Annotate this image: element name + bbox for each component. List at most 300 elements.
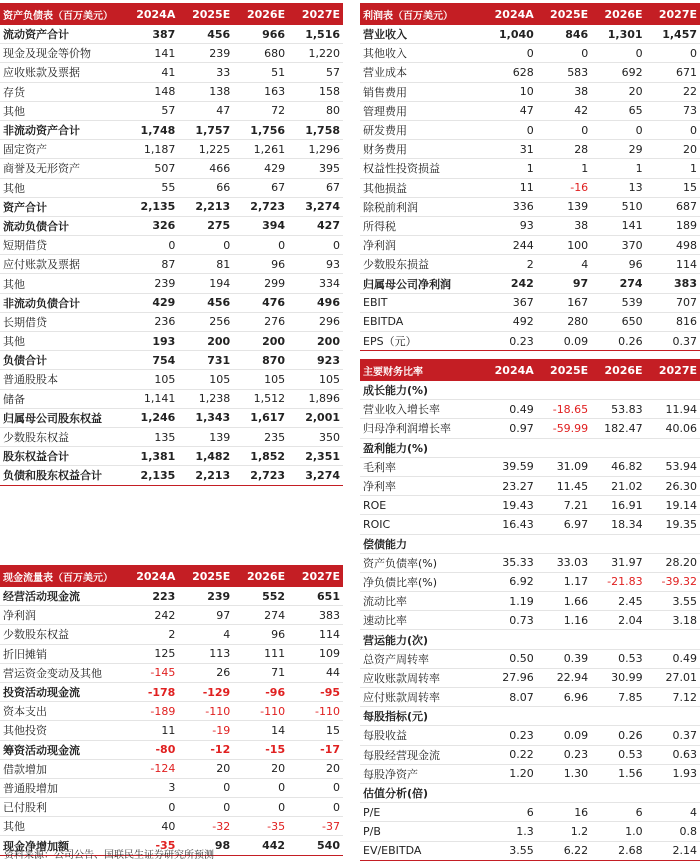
- cell-value: 2,135: [123, 466, 178, 485]
- cell-value: 105: [178, 370, 233, 389]
- cell-value: 3.55: [482, 841, 536, 860]
- cell-value: 11: [123, 721, 178, 740]
- table-row: [360, 101, 700, 120]
- cell-value: 0.23: [482, 332, 536, 351]
- header-row: [0, 3, 343, 25]
- row-label: 每股收益: [360, 726, 482, 745]
- cell-value: 31.09: [537, 457, 591, 476]
- cell-value: 3.55: [646, 592, 700, 611]
- cell-value: 540: [288, 836, 343, 855]
- table-row: [360, 216, 700, 235]
- row-label: 流动资产合计: [0, 25, 123, 44]
- cell-value: [591, 630, 645, 649]
- cell-value: 2.04: [591, 611, 645, 630]
- cell-value: 27.01: [646, 668, 700, 687]
- cell-value: 274: [233, 606, 288, 625]
- cell-value: -95: [288, 682, 343, 701]
- table-row: [360, 803, 700, 822]
- cell-value: 476: [233, 293, 288, 312]
- table-row: [360, 159, 700, 178]
- row-label: 少数股东权益: [0, 427, 123, 446]
- table-row: [360, 25, 700, 44]
- cell-value: -21.83: [591, 572, 645, 591]
- row-label: 归母净利润增长率: [360, 419, 482, 438]
- table-row: [360, 312, 700, 331]
- cell-value: [482, 783, 536, 802]
- cell-value: 0: [233, 798, 288, 817]
- row-label: 长期借贷: [0, 312, 123, 331]
- cell-value: 53.83: [591, 400, 645, 419]
- table-row: [360, 419, 700, 438]
- cell-value: 0.39: [537, 649, 591, 668]
- cell-value: 239: [123, 274, 178, 293]
- row-label: P/B: [360, 822, 482, 841]
- row-label: 营业收入增长率: [360, 400, 482, 419]
- cell-value: 167: [537, 293, 591, 312]
- table-row: [0, 740, 343, 759]
- cell-value: 0: [123, 798, 178, 817]
- column-header: 2027E: [646, 359, 700, 381]
- cell-value: 28: [537, 140, 591, 159]
- cell-value: [482, 534, 536, 553]
- cell-value: 3: [123, 778, 178, 797]
- cell-value: 141: [123, 44, 178, 63]
- table-row: [360, 293, 700, 312]
- column-header: 2025E: [178, 3, 233, 25]
- cell-value: 1,187: [123, 140, 178, 159]
- cell-value: 299: [233, 274, 288, 293]
- cell-value: 11.45: [537, 476, 591, 495]
- cell-value: 66: [178, 178, 233, 197]
- table-row: [0, 817, 343, 836]
- cell-value: 47: [482, 101, 536, 120]
- column-header: 2027E: [288, 565, 343, 587]
- cell-value: 1: [537, 159, 591, 178]
- column-header: 2026E: [233, 565, 288, 587]
- cell-value: -110: [288, 702, 343, 721]
- row-label: 其他: [0, 817, 123, 836]
- cell-value: 2: [482, 255, 536, 274]
- cell-value: 2,723: [233, 197, 288, 216]
- cell-value: 27.96: [482, 668, 536, 687]
- table-title: 主要财务比率: [360, 359, 482, 381]
- cell-value: 200: [233, 332, 288, 351]
- source-note: 资料来源：公司公告、国联民生证券研究所预测: [4, 850, 214, 861]
- cell-value: 0: [123, 236, 178, 255]
- table-row: [0, 159, 343, 178]
- cell-value: 0: [178, 798, 233, 817]
- column-header: 2024A: [123, 3, 178, 25]
- cell-value: 1.19: [482, 592, 536, 611]
- cell-value: 707: [646, 293, 700, 312]
- cell-value: 0.09: [537, 332, 591, 351]
- cell-value: 0: [646, 120, 700, 139]
- table-row: [360, 44, 700, 63]
- cell-value: 1.20: [482, 764, 536, 783]
- cell-value: 96: [591, 255, 645, 274]
- cell-value: 105: [288, 370, 343, 389]
- table-row: [0, 101, 343, 120]
- column-header: 2026E: [591, 359, 645, 381]
- table-row: [0, 778, 343, 797]
- cell-value: 650: [591, 312, 645, 331]
- cell-value: 383: [288, 606, 343, 625]
- cell-value: 651: [288, 587, 343, 606]
- cell-value: 65: [591, 101, 645, 120]
- cell-value: 98: [178, 836, 233, 855]
- cell-value: 0.49: [646, 649, 700, 668]
- cell-value: -32: [178, 817, 233, 836]
- row-label: 其他: [0, 101, 123, 120]
- cell-value: 1.0: [591, 822, 645, 841]
- cell-value: 29: [591, 140, 645, 159]
- cell-value: 138: [178, 82, 233, 101]
- cell-value: 22: [646, 82, 700, 101]
- table-row: [360, 400, 700, 419]
- header-row: [360, 3, 700, 25]
- cell-value: 242: [482, 274, 536, 293]
- cell-value: 38: [537, 82, 591, 101]
- cell-value: 680: [233, 44, 288, 63]
- row-label: 归属母公司净利润: [360, 274, 482, 293]
- cell-value: [537, 534, 591, 553]
- cell-value: 1,225: [178, 140, 233, 159]
- column-header: 2027E: [288, 3, 343, 25]
- cell-value: 194: [178, 274, 233, 293]
- cell-value: 236: [123, 312, 178, 331]
- row-label: 其他: [0, 274, 123, 293]
- cell-value: 15: [646, 178, 700, 197]
- cell-value: 1.17: [537, 572, 591, 591]
- cell-value: 0.63: [646, 745, 700, 764]
- income_statement-grid: [360, 3, 700, 351]
- cell-value: 0.26: [591, 726, 645, 745]
- row-label: 权益性投资损益: [360, 159, 482, 178]
- cell-value: -110: [233, 702, 288, 721]
- cell-value: 239: [178, 587, 233, 606]
- cell-value: 846: [537, 25, 591, 44]
- table-row: [360, 457, 700, 476]
- cell-value: 0: [537, 120, 591, 139]
- cell-value: -189: [123, 702, 178, 721]
- cell-value: [591, 381, 645, 400]
- cell-value: 628: [482, 63, 536, 82]
- row-label: 流动比率: [360, 592, 482, 611]
- cell-value: 0.73: [482, 611, 536, 630]
- row-label: 偿债能力: [360, 534, 482, 553]
- table-row: [0, 351, 343, 370]
- cell-value: -96: [233, 682, 288, 701]
- row-label: EBIT: [360, 293, 482, 312]
- row-label: 普通股增加: [0, 778, 123, 797]
- cell-value: -35: [233, 817, 288, 836]
- table-row: [360, 688, 700, 707]
- cell-value: 966: [233, 25, 288, 44]
- row-label: 资产负债率(%): [360, 553, 482, 572]
- cell-value: 35.33: [482, 553, 536, 572]
- cell-value: 387: [123, 25, 178, 44]
- table-row: [0, 332, 343, 351]
- cell-value: 0.09: [537, 726, 591, 745]
- cell-value: 7.21: [537, 496, 591, 515]
- cell-value: 0.37: [646, 332, 700, 351]
- table-row: [0, 274, 343, 293]
- table-row: [360, 178, 700, 197]
- column-header: 2024A: [123, 565, 178, 587]
- cell-value: [646, 783, 700, 802]
- cell-value: 0: [591, 44, 645, 63]
- cell-value: 1,748: [123, 120, 178, 139]
- cell-value: 114: [288, 625, 343, 644]
- row-label: 其他投资: [0, 721, 123, 740]
- cell-value: 0: [482, 120, 536, 139]
- cell-value: 97: [178, 606, 233, 625]
- cell-value: -145: [123, 663, 178, 682]
- cell-value: 395: [288, 159, 343, 178]
- cell-value: 0: [233, 236, 288, 255]
- table-row: [360, 496, 700, 515]
- cell-value: 2,723: [233, 466, 288, 485]
- table-row: [360, 63, 700, 82]
- cell-value: 1.66: [537, 592, 591, 611]
- row-label: 负债合计: [0, 351, 123, 370]
- row-label: 每股指标(元): [360, 707, 482, 726]
- cell-value: 0: [288, 798, 343, 817]
- cell-value: 0.22: [482, 745, 536, 764]
- balance-sheet-table: [0, 3, 343, 486]
- row-label: 速动比率: [360, 611, 482, 630]
- cell-value: 1,246: [123, 408, 178, 427]
- cell-value: 692: [591, 63, 645, 82]
- row-label: EPS（元）: [360, 332, 482, 351]
- cell-value: 93: [482, 216, 536, 235]
- cell-value: 0: [537, 44, 591, 63]
- row-label: 少数股东损益: [360, 255, 482, 274]
- cell-value: 394: [233, 216, 288, 235]
- cell-value: [646, 707, 700, 726]
- row-label: ROIC: [360, 515, 482, 534]
- cell-value: [646, 630, 700, 649]
- table-row: [0, 644, 343, 663]
- cell-value: 42: [537, 101, 591, 120]
- cell-value: 1.3: [482, 822, 536, 841]
- cell-value: [591, 783, 645, 802]
- cell-value: 46.82: [591, 457, 645, 476]
- table-row: [0, 236, 343, 255]
- cell-value: 1,758: [288, 120, 343, 139]
- row-label: 其他损益: [360, 178, 482, 197]
- table-title: 资产负债表（百万美元）: [0, 3, 123, 25]
- cell-value: 57: [288, 63, 343, 82]
- row-label: ROE: [360, 496, 482, 515]
- cell-value: 40.06: [646, 419, 700, 438]
- cell-value: 14: [233, 721, 288, 740]
- cell-value: 2: [123, 625, 178, 644]
- cell-value: 456: [178, 293, 233, 312]
- table-row: [360, 572, 700, 591]
- table-row: [360, 822, 700, 841]
- table-row: [0, 255, 343, 274]
- row-label: 其他: [0, 178, 123, 197]
- balance_sheet-grid: [0, 3, 343, 486]
- cell-value: 31: [482, 140, 536, 159]
- cell-value: 158: [288, 82, 343, 101]
- cell-value: 235: [233, 427, 288, 446]
- table-row: [0, 197, 343, 216]
- cell-value: 105: [123, 370, 178, 389]
- table-row: [0, 447, 343, 466]
- cell-value: 671: [646, 63, 700, 82]
- column-header: 2026E: [233, 3, 288, 25]
- cell-value: 0: [482, 44, 536, 63]
- cell-value: 16.43: [482, 515, 536, 534]
- row-label: 净利润: [360, 236, 482, 255]
- cell-value: -110: [178, 702, 233, 721]
- cell-value: 40: [123, 817, 178, 836]
- cell-value: 193: [123, 332, 178, 351]
- cell-value: 113: [178, 644, 233, 663]
- cell-value: 510: [591, 197, 645, 216]
- cash-flow-table: [0, 565, 343, 856]
- cell-value: 26: [178, 663, 233, 682]
- cell-value: 39.59: [482, 457, 536, 476]
- cell-value: 0: [233, 778, 288, 797]
- row-label: 营运资金变动及其他: [0, 663, 123, 682]
- row-label: 其他: [0, 332, 123, 351]
- cell-value: -178: [123, 682, 178, 701]
- row-label: 非流动负债合计: [0, 293, 123, 312]
- cell-value: 296: [288, 312, 343, 331]
- cell-value: 28.20: [646, 553, 700, 572]
- cell-value: 923: [288, 351, 343, 370]
- table-row: [360, 553, 700, 572]
- cell-value: 2,001: [288, 408, 343, 427]
- cell-value: 31.97: [591, 553, 645, 572]
- cell-value: 100: [537, 236, 591, 255]
- table-row: [360, 592, 700, 611]
- cell-value: 141: [591, 216, 645, 235]
- row-label: 短期借贷: [0, 236, 123, 255]
- cell-value: 13: [591, 178, 645, 197]
- cell-value: 466: [178, 159, 233, 178]
- table-row: [0, 466, 343, 485]
- cell-value: 1.56: [591, 764, 645, 783]
- cell-value: 0: [288, 236, 343, 255]
- cell-value: 870: [233, 351, 288, 370]
- row-label: 营业收入: [360, 25, 482, 44]
- cell-value: 274: [591, 274, 645, 293]
- table-row: [360, 668, 700, 687]
- row-label: 少数股东权益: [0, 625, 123, 644]
- cell-value: 0.23: [482, 726, 536, 745]
- cell-value: 20: [646, 140, 700, 159]
- cell-value: 6.97: [537, 515, 591, 534]
- cell-value: 73: [646, 101, 700, 120]
- cell-value: 200: [178, 332, 233, 351]
- cell-value: 583: [537, 63, 591, 82]
- cell-value: 7.85: [591, 688, 645, 707]
- cell-value: 429: [123, 293, 178, 312]
- cell-value: -15: [233, 740, 288, 759]
- row-label: 净利润: [0, 606, 123, 625]
- cell-value: 111: [233, 644, 288, 663]
- cell-value: 15: [288, 721, 343, 740]
- cell-value: 1,343: [178, 408, 233, 427]
- cell-value: 2.68: [591, 841, 645, 860]
- cell-value: 33: [178, 63, 233, 82]
- cell-value: 687: [646, 197, 700, 216]
- table-row: [0, 178, 343, 197]
- row-label: 毛利率: [360, 457, 482, 476]
- cell-value: 163: [233, 82, 288, 101]
- cell-value: 20: [288, 759, 343, 778]
- cell-value: 507: [123, 159, 178, 178]
- cell-value: 0.53: [591, 745, 645, 764]
- row-label: P/E: [360, 803, 482, 822]
- table-row: [0, 721, 343, 740]
- cell-value: 0.53: [591, 649, 645, 668]
- cell-value: 80: [288, 101, 343, 120]
- cell-value: [591, 438, 645, 457]
- row-label: 非流动资产合计: [0, 120, 123, 139]
- row-label: 研发费用: [360, 120, 482, 139]
- table-row: [0, 587, 343, 606]
- cell-value: 1: [591, 159, 645, 178]
- cell-value: 105: [233, 370, 288, 389]
- cell-value: 11.94: [646, 400, 700, 419]
- row-label: EV/EBITDA: [360, 841, 482, 860]
- header-row: [360, 359, 700, 381]
- cell-value: -59.99: [537, 419, 591, 438]
- cell-value: 0.23: [537, 745, 591, 764]
- cell-value: 21.02: [591, 476, 645, 495]
- cell-value: 498: [646, 236, 700, 255]
- cell-value: 2,213: [178, 466, 233, 485]
- row-label: 财务费用: [360, 140, 482, 159]
- cell-value: 350: [288, 427, 343, 446]
- cell-value: 1.2: [537, 822, 591, 841]
- table-row: [0, 606, 343, 625]
- row-label: 经营活动现金流: [0, 587, 123, 606]
- cell-value: 96: [233, 255, 288, 274]
- row-label: 其他收入: [360, 44, 482, 63]
- cell-value: 23.27: [482, 476, 536, 495]
- table-row: [360, 726, 700, 745]
- cell-value: 496: [288, 293, 343, 312]
- table-row: [0, 625, 343, 644]
- cell-value: 0: [178, 236, 233, 255]
- table-row: [0, 25, 343, 44]
- cell-value: 72: [233, 101, 288, 120]
- cell-value: 8.07: [482, 688, 536, 707]
- cell-value: 3,274: [288, 466, 343, 485]
- row-label: 投资活动现金流: [0, 682, 123, 701]
- cell-value: -35: [123, 836, 178, 855]
- table-row: [360, 381, 700, 400]
- cell-value: 239: [178, 44, 233, 63]
- table-row: [0, 427, 343, 446]
- cell-value: 20: [233, 759, 288, 778]
- cell-value: 383: [646, 274, 700, 293]
- row-label: 流动负债合计: [0, 216, 123, 235]
- cell-value: 0: [591, 120, 645, 139]
- cell-value: 33.03: [537, 553, 591, 572]
- table-row: [0, 370, 343, 389]
- row-label: 盈利能力(%): [360, 438, 482, 457]
- cell-value: 44: [288, 663, 343, 682]
- table-row: [0, 293, 343, 312]
- cell-value: 6.96: [537, 688, 591, 707]
